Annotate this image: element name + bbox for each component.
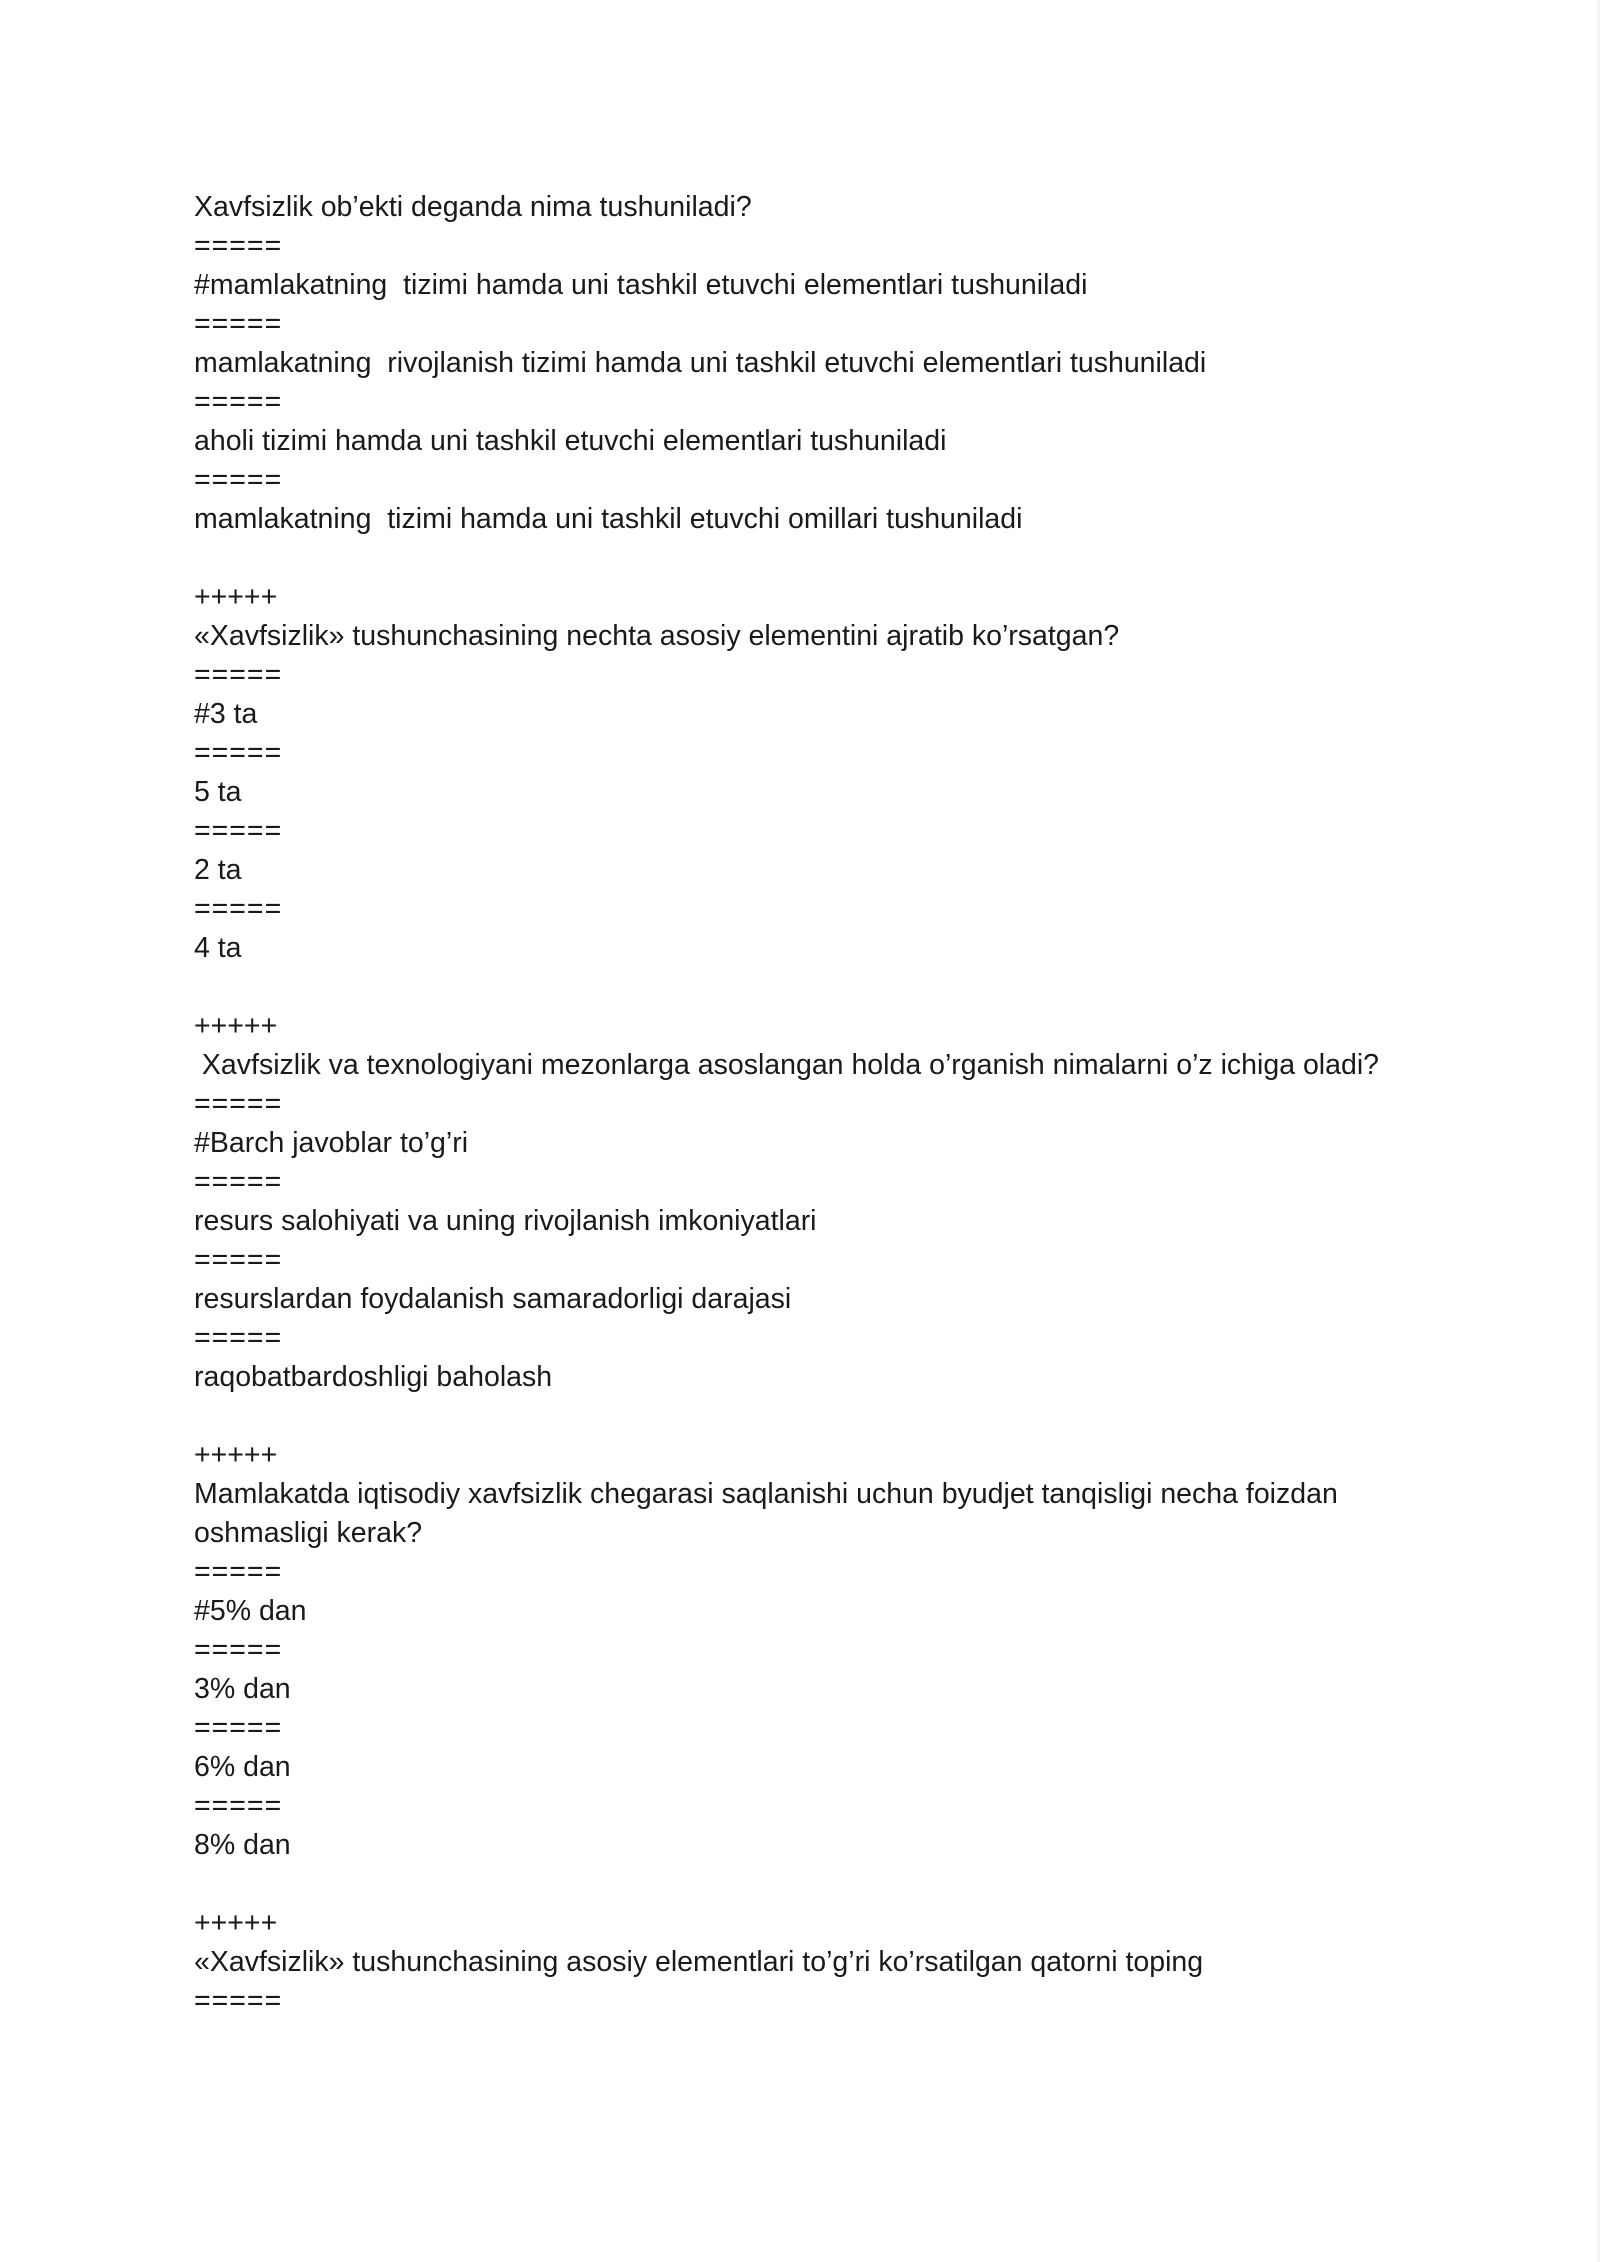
blank-line <box>194 1865 1404 1904</box>
option-separator: ===== <box>194 815 283 847</box>
answer-option: resurs salohiyati va uning rivojlanish imkoniyatlari <box>194 1205 817 1237</box>
blank-line <box>194 539 1404 578</box>
answer-option: raqobatbardoshligi baholash <box>194 1361 553 1393</box>
answer-option: 4 ta <box>194 932 242 964</box>
option-separator: ===== <box>194 893 283 925</box>
answer-option: 6% dan <box>194 1751 291 1783</box>
option-separator: ===== <box>194 1556 283 1588</box>
question-separator: +++++ <box>194 1907 278 1939</box>
question-separator: +++++ <box>194 1439 278 1471</box>
answer-option: 5 ta <box>194 776 242 808</box>
question-block <box>194 1904 1404 2021</box>
option-separator: ===== <box>194 1712 283 1744</box>
question-text: «Xavfsizlik» tushunchasining asosiy elementlari to’g’ri ko’rsatilgan qatorni toping <box>194 1946 1204 1978</box>
answer-option: resurslardan foydalanish samaradorligi darajasi <box>194 1283 792 1315</box>
document-content <box>194 188 1404 2021</box>
option-separator: ===== <box>194 1322 283 1354</box>
question-text: Xavfsizlik va texnologiyani mezonlarga asoslangan holda o’rganish nimalarni o’z ichiga oladi? <box>194 1049 1380 1081</box>
blank-line <box>194 1397 1404 1436</box>
question-block <box>194 1436 1404 1904</box>
answer-option: 2 ta <box>194 854 242 886</box>
option-separator: ===== <box>194 1166 283 1198</box>
page-edge <box>1594 0 1600 2262</box>
question-text: «Xavfsizlik» tushunchasining nechta asosiy elementini ajratib ko’rsatgan? <box>194 620 1120 652</box>
answer-option: mamlakatning tizimi hamda uni tashkil etuvchi omillari tushuniladi <box>194 503 1023 535</box>
question-text: Xavfsizlik ob’ekti deganda nima tushuniladi? <box>194 191 752 223</box>
question-separator: +++++ <box>194 1010 278 1042</box>
option-separator: ===== <box>194 1985 283 2017</box>
option-separator: ===== <box>194 230 283 262</box>
option-separator: ===== <box>194 308 283 340</box>
answer-option: mamlakatning rivojlanish tizimi hamda uni tashkil etuvchi elementlari tushuniladi <box>194 347 1207 379</box>
question-block <box>194 188 1404 578</box>
option-separator: ===== <box>194 1790 283 1822</box>
answer-option: 3% dan <box>194 1673 291 1705</box>
option-separator: ===== <box>194 464 283 496</box>
option-separator: ===== <box>194 659 283 691</box>
question-separator: +++++ <box>194 581 278 613</box>
question-text: Mamlakatda iqtisodiy xavfsizlik chegarasi saqlanishi uchun byudjet tanqisligi necha foizdan oshmasligi kerak? <box>194 1478 1346 1549</box>
blank-line <box>194 968 1404 1007</box>
answer-option: #Barch javoblar to’g’ri <box>194 1127 469 1159</box>
option-separator: ===== <box>194 1088 283 1120</box>
option-separator: ===== <box>194 1634 283 1666</box>
option-separator: ===== <box>194 386 283 418</box>
answer-option: aholi tizimi hamda uni tashkil etuvchi elementlari tushuniladi <box>194 425 947 457</box>
option-separator: ===== <box>194 1244 283 1276</box>
question-block <box>194 1007 1404 1436</box>
answer-option: 8% dan <box>194 1829 291 1861</box>
answer-option: #3 ta <box>194 698 258 730</box>
answer-option: #5% dan <box>194 1595 307 1627</box>
question-block <box>194 578 1404 1007</box>
option-separator: ===== <box>194 737 283 769</box>
answer-option: #mamlakatning tizimi hamda uni tashkil etuvchi elementlari tushuniladi <box>194 269 1088 301</box>
